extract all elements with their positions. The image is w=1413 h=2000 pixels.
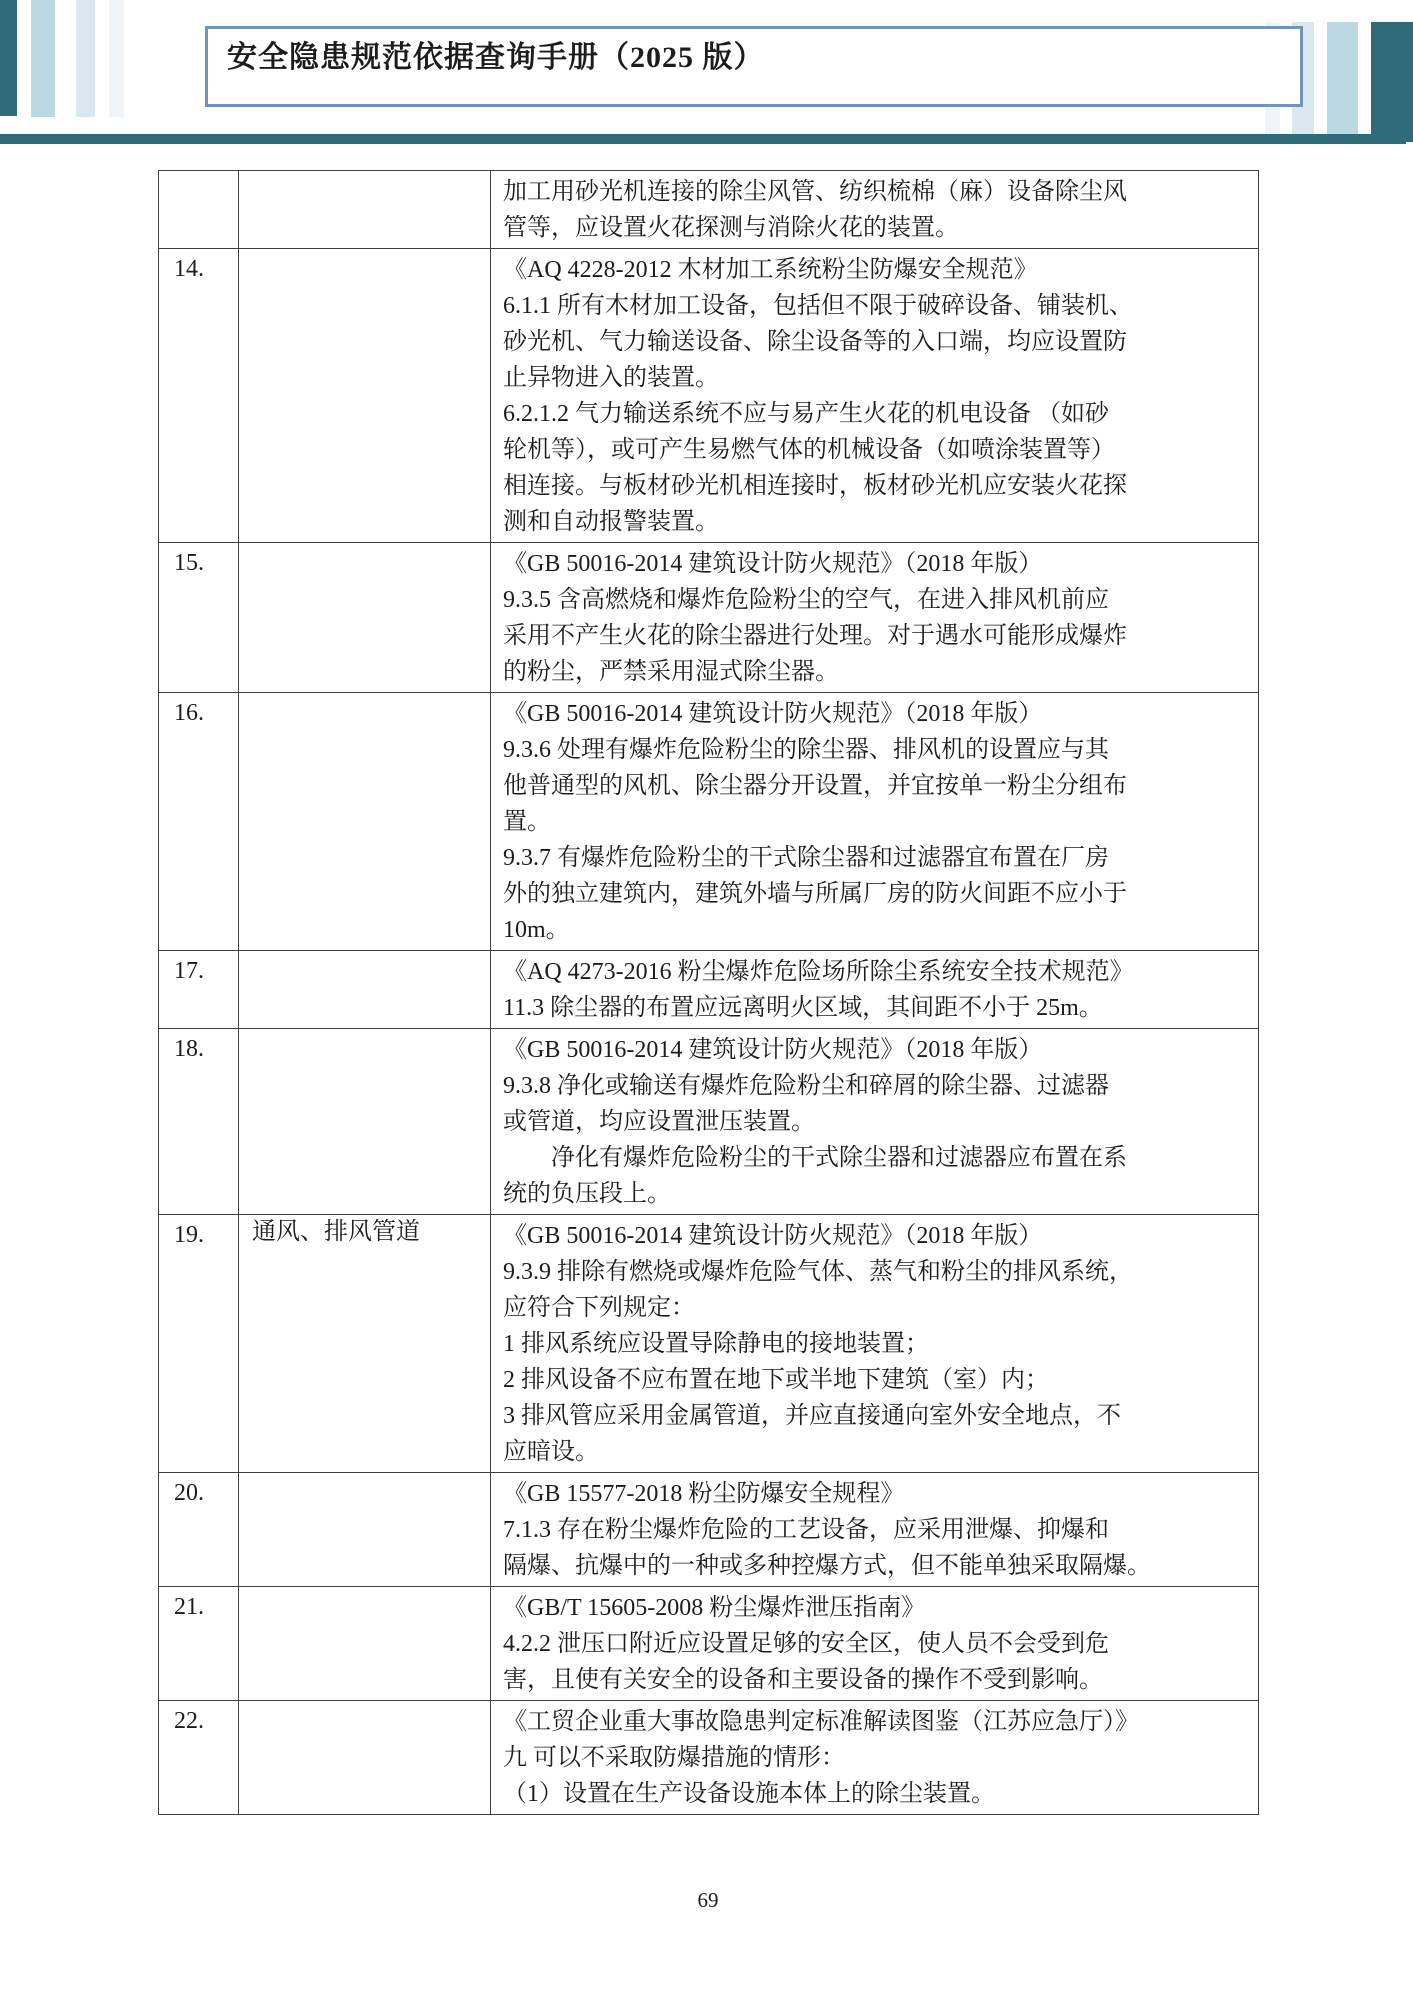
category-cell: 通风、排风管道: [239, 1215, 491, 1473]
row-number-cell: 22.: [159, 1701, 239, 1815]
category-cell: [239, 693, 491, 951]
content-line: 净化有爆炸危险粉尘的干式除尘器和过滤器应布置在系: [503, 1145, 1127, 1171]
content-line: 9.3.9 排除有燃烧或爆炸危险气体、蒸气和粉尘的排风系统，: [503, 1259, 1133, 1285]
category-cell: [239, 1473, 491, 1587]
content-line: 9.3.7 有爆炸危险粉尘的干式除尘器和过滤器宜布置在厂房: [503, 845, 1109, 871]
row-number-cell: 21.: [159, 1587, 239, 1701]
decor-bar-right-dark: [1371, 22, 1413, 142]
table-row: [159, 249, 1259, 543]
row-number-cell: 20.: [159, 1473, 239, 1587]
table-row: [159, 1587, 1259, 1701]
table-body: [159, 171, 1259, 1815]
category-cell: [239, 1587, 491, 1701]
content-line: 《AQ 4228-2012 木材加工系统粉尘防爆安全规范》: [503, 257, 1038, 283]
content-line: 采用不产生火花的除尘器进行处理。对于遇水可能形成爆炸: [503, 623, 1127, 649]
content-line: 9.3.5 含高燃烧和爆炸危险粉尘的空气，在进入排风机前应: [503, 587, 1109, 613]
content-line: 《GB 15577-2018 粉尘防爆安全规程》: [503, 1481, 905, 1507]
content-line: 统的负压段上。: [503, 1181, 671, 1207]
regulation-content-cell: [491, 1473, 1259, 1587]
content-line: 外的独立建筑内，建筑外墙与所属厂房的防火间距不应小于: [503, 881, 1127, 907]
content-line: 应符合下列规定：: [503, 1295, 695, 1321]
title-box: [205, 26, 1303, 107]
content-line: （1）设置在生产设备设施本体上的除尘装置。: [503, 1781, 995, 1807]
decor-bar-left-faint: [109, 0, 124, 117]
header-rule: [0, 134, 1406, 144]
page-number: 69: [697, 1888, 719, 1912]
regulation-content-cell: [491, 1701, 1259, 1815]
content-line: 的粉尘，严禁采用湿式除尘器。: [503, 659, 839, 685]
content-line: 9.3.8 净化或输送有爆炸危险粉尘和碎屑的除尘器、过滤器: [503, 1073, 1109, 1099]
content-line: 2 排风设备不应布置在地下或半地下建筑（室）内；: [503, 1367, 1049, 1393]
content-line: 害，且使有关安全的设备和主要设备的操作不受到影响。: [503, 1667, 1103, 1693]
table-row: [159, 171, 1259, 249]
category-cell: [239, 1701, 491, 1815]
content-line: 4.2.2 泄压口附近应设置足够的安全区，使人员不会受到危: [503, 1631, 1109, 1657]
content-line: 隔爆、抗爆中的一种或多种控爆方式，但不能单独采取隔爆。: [503, 1553, 1151, 1579]
page-title: 安全隐患规范依据查询手册（2025 版）: [227, 41, 765, 74]
regulation-content-cell: [491, 693, 1259, 951]
content-line: 测和自动报警装置。: [503, 509, 719, 535]
content-line: 9.3.6 处理有爆炸危险粉尘的除尘器、排风机的设置应与其: [503, 737, 1109, 763]
content-line: 《GB 50016-2014 建筑设计防火规范》（2018 年版）: [503, 1037, 1043, 1063]
content-line: 应暗设。: [503, 1439, 599, 1465]
table-row: [159, 1701, 1259, 1815]
table-row: [159, 1029, 1259, 1215]
content-line: 相连接。与板材砂光机相连接时，板材砂光机应安装火花探: [503, 473, 1127, 499]
table-row: [159, 693, 1259, 951]
category-cell: [239, 543, 491, 693]
row-number-cell: 15.: [159, 543, 239, 693]
row-number-cell: 14.: [159, 249, 239, 543]
content-line: 11.3 除尘器的布置应远离明火区域，其间距不小于 25m。: [503, 995, 1103, 1021]
content-line: 《GB/T 15605-2008 粉尘爆炸泄压指南》: [503, 1595, 926, 1621]
row-number-cell: 18.: [159, 1029, 239, 1215]
content-line: 或管道，均应设置泄压装置。: [503, 1109, 815, 1135]
regulation-content-cell: [491, 543, 1259, 693]
table-row: [159, 951, 1259, 1029]
content-line: 他普通型的风机、除尘器分开设置，并宜按单一粉尘分组布: [503, 773, 1127, 799]
content-line: 1 排风系统应设置导除静电的接地装置；: [503, 1331, 929, 1357]
category-cell: [239, 171, 491, 249]
table-row: [159, 1473, 1259, 1587]
regulation-content-cell: [491, 1587, 1259, 1701]
content-line: 10m。: [503, 917, 570, 943]
row-number-cell: 17.: [159, 951, 239, 1029]
content-line: 置。: [503, 809, 551, 835]
row-number-cell: [159, 171, 239, 249]
content-line: 6.1.1 所有木材加工设备，包括但不限于破碎设备、铺装机、: [503, 293, 1133, 319]
content-line: 《工贸企业重大事故隐患判定标准解读图鉴（江苏应急厅）》: [503, 1709, 1139, 1735]
content-line: 7.1.3 存在粉尘爆炸危险的工艺设备，应采用泄爆、抑爆和: [503, 1517, 1109, 1543]
content-line: 加工用砂光机连接的除尘风管、纺织梳棉（麻）设备除尘风: [503, 179, 1127, 205]
regulation-content-cell: [491, 1215, 1259, 1473]
regulation-table: [158, 170, 1259, 1815]
decor-bar-left-light: [76, 0, 95, 117]
regulation-content-cell: [491, 1029, 1259, 1215]
regulation-content-cell: [491, 951, 1259, 1029]
regulation-content-cell: [491, 249, 1259, 543]
content-line: 6.2.1.2 气力输送系统不应与易产生火花的机电设备 （如砂: [503, 401, 1109, 427]
content-line: 《AQ 4273-2016 粉尘爆炸危险场所除尘系统安全技术规范》: [503, 959, 1134, 985]
decor-bar-right-medium: [1327, 22, 1358, 135]
table-row: [159, 543, 1259, 693]
content-line: 《GB 50016-2014 建筑设计防火规范》（2018 年版）: [503, 1223, 1043, 1249]
regulation-content-cell: [491, 171, 1259, 249]
content-line: 《GB 50016-2014 建筑设计防火规范》（2018 年版）: [503, 701, 1043, 727]
content-line: 3 排风管应采用金属管道，并应直接通向室外安全地点，不: [503, 1403, 1121, 1429]
content-line: 九 可以不采取防爆措施的情形：: [503, 1745, 845, 1771]
row-number-cell: 19.: [159, 1215, 239, 1473]
content-line: 砂光机、气力输送设备、除尘设备等的入口端，均应设置防: [503, 329, 1127, 355]
category-cell: [239, 1029, 491, 1215]
category-cell: [239, 951, 491, 1029]
content-line: 管等，应设置火花探测与消除火花的装置。: [503, 215, 959, 241]
decor-bar-left-medium: [31, 0, 55, 117]
decor-bar-left-dark: [0, 0, 17, 116]
row-number-cell: 16.: [159, 693, 239, 951]
table-row: [159, 1215, 1259, 1473]
content-line: 止异物进入的装置。: [503, 365, 719, 391]
content-line: 轮机等），或可产生易燃气体的机械设备（如喷涂装置等）: [503, 437, 1115, 463]
content-line: 《GB 50016-2014 建筑设计防火规范》（2018 年版）: [503, 551, 1043, 577]
category-cell: [239, 249, 491, 543]
